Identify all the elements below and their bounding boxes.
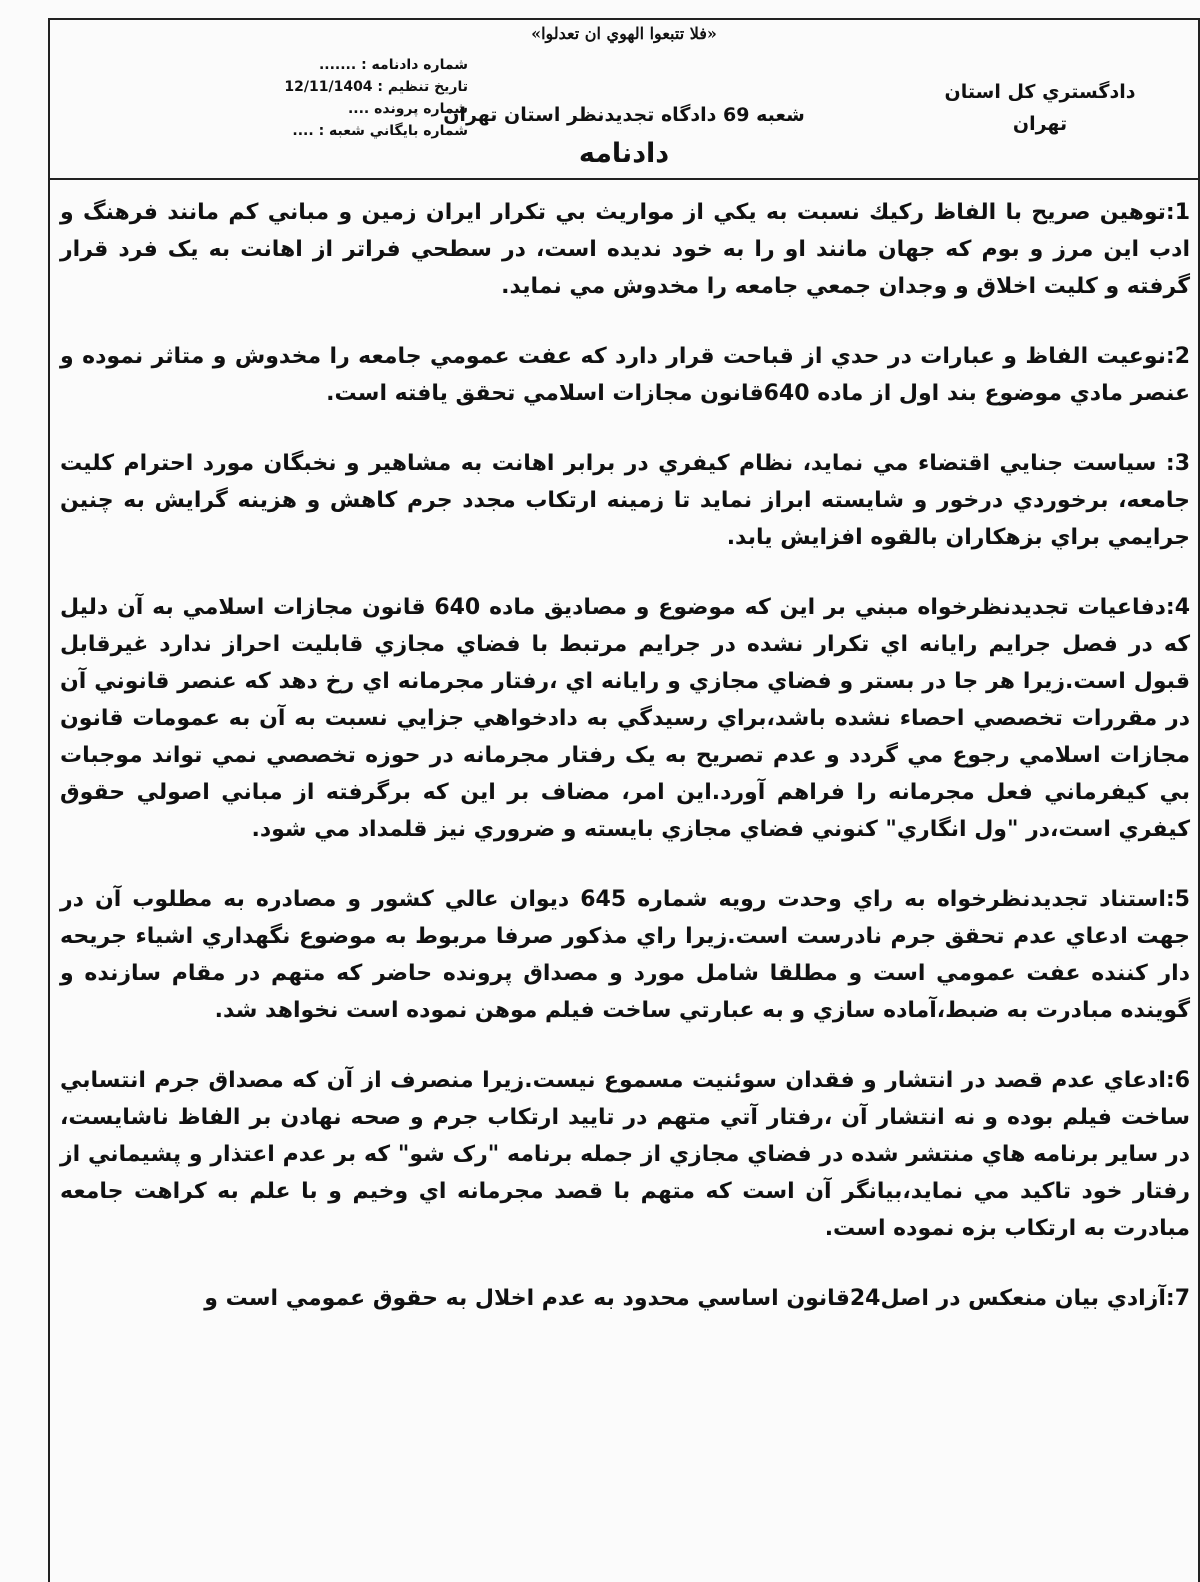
paragraph-4: 4:دفاعيات تجديدنظرخواه مبني بر اين كه موضوع و مصاديق ماده 640 قانون مجازات اسلامي به آن دليل كه در فصل جرايم رايانه اي تكرار نشده در جرايم مرتبط با فضاي مجازي قابليت احراز ندارد غيرقابل قبول است.زيرا هر جا در بستر و فضاي مجازي و رايانه اي ،رفتار مجرمانه اي رخ دهد كه عنصر قانوني آن در مقررات تخصصي احصاء نشده باشد،براي رسيدگي به دادخواهي جزايي نسبت به آن به عمومات قانون مجازات اسلامي رجوع مي گردد و عدم تصريح به يک رفتار مجرمانه در حوزه تخصصي نمي تواند موجبات بي كيفرماني فعل مجرمانه را فراهم آورد.اين امر، مضاف بر اين كه برگرفته از مباني اصولي حقوق كيفري است،در "ول انگاري" كنوني فضاي مجازي بايسته و ضروري نيز قلمداد مي شود.	[60, 595, 1191, 842]
quran-motto: «فلا تتبعوا الهوي ان تعدلوا»	[531, 24, 717, 43]
header-divider	[48, 178, 1200, 180]
verdict-number: شماره دادنامه : .......	[318, 57, 468, 73]
document-title: دادنامه	[578, 138, 670, 169]
case-metadata	[168, 54, 468, 142]
court-branch: شعبه 69 دادگاه تجديدنظر استان تهران	[443, 104, 805, 126]
paragraph-5: 5:استناد تجديدنظرخواه به راي وحدت رويه شماره 645 ديوان عالي كشور و مصادره به مطلوب آن در جهت ادعاي عدم تحقق جرم نادرست است.زيرا راي مذكور صرفا مربوط به موضوع نگهداري اشياء جريحه دار كننده عفت عمومي است و مطلقا شامل مورد و مصداق پرونده حاضر كه متهم در مقام سازنده و گوينده مبادرت به ضبط،آماده سازي و به عبارتي ساخت فيلم موهن نموده است نخواهد شد.	[60, 887, 1190, 1023]
court-name-line2: تهران	[1012, 113, 1068, 135]
document-header	[48, 18, 1200, 178]
archive-number: شماره بايگاني شعبه : ....	[292, 123, 468, 139]
paragraph-1: 1:توهين صريح با الفاظ ركيك نسبت به يكي از مواريث بي تكرار ايران زمين و مباني كم مانند فرهنگ و ادب اين مرز و بوم كه جهان مانند او را به خود نديده است، در سطحي فراتر از اهانت به يک فرد قرار گرفته و كليت اخلاق و وجدان جمعي جامعه را مخدوش مي نمايد.	[60, 200, 1190, 299]
issue-date: تاريخ تنظيم : 12/11/1404	[284, 79, 468, 95]
paragraph-7: 7:آزادي بيان منعكس در اصل24قانون اساسي محدود به عدم اخلال به حقوق عمومي است و	[204, 1286, 1190, 1311]
paragraph-2: 2:نوعيت الفاظ و عبارات در حدي از قباحت قرار دارد كه عفت عمومي جامعه را مخدوش و متاثر نموده و عنصر مادي موضوع بند اول از ماده 640قانون مجازات اسلامي تحقق يافته است.	[60, 344, 1190, 406]
paragraph-3: 3: سياست جنايي اقتضاء مي نمايد، نظام كيفري در برابر اهانت به مشاهير و نخبگان مورد احترام كليت جامعه، برخوردي درخور و شايسته ابراز نمايد تا زمينه ارتكاب مجدد جرم كاهش و هزينه گرايش به چنين جرايمي براي بزهكاران بالقوه افزايش يابد.	[60, 451, 1190, 550]
court-name	[930, 76, 1150, 140]
verdict-body	[60, 194, 1190, 1317]
case-number: شماره پرونده ....	[347, 101, 468, 117]
paragraph-6: 6:ادعاي عدم قصد در انتشار و فقدان سوئنيت مسموع نيست.زيرا منصرف از آن كه مصداق جرم انتسابي ساخت فيلم بوده و نه انتشار آن ،رفتار آتي متهم در تاييد ارتكاب جرم و صحه نهادن بر الفاظ ناشايست، در ساير برنامه هاي منتشر شده در فضاي مجازي از جمله برنامه "رک شو" كه بر عدم اعتذار و پشيماني از رفتار خود تاكيد مي نمايد،بيانگر آن است كه متهم با قصد مجرمانه اي وخيم و با علم به كراهت جامعه مبادرت به ارتكاب بزه نموده است.	[60, 1068, 1190, 1241]
court-name-line1: دادگستري كل استان	[944, 81, 1136, 103]
